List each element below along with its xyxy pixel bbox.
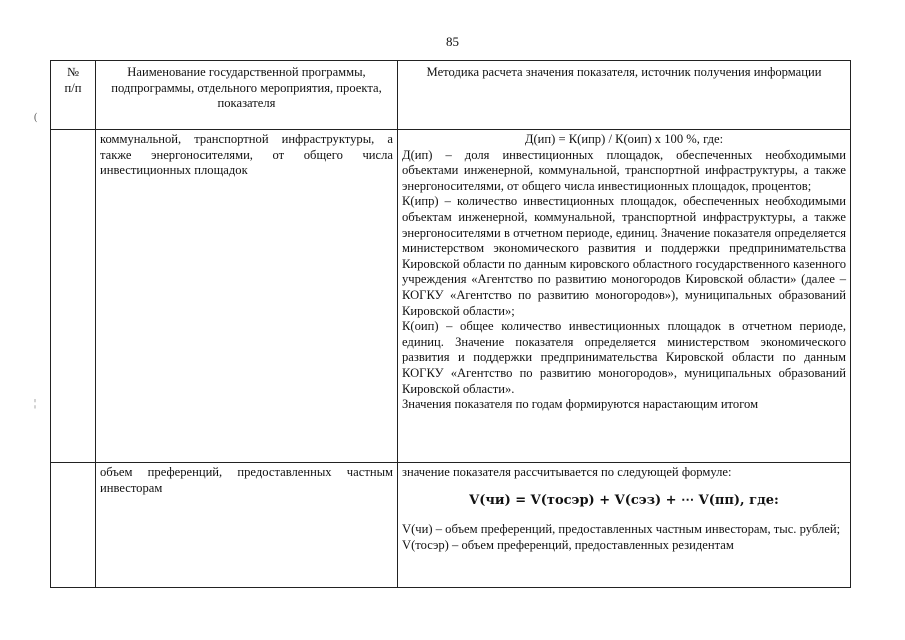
row-method bbox=[398, 463, 851, 588]
row-num bbox=[51, 130, 96, 463]
header-num: № п/п bbox=[51, 61, 96, 130]
method-paragraph: V(чи) – объем преференций, предоставленных частным инвесторам, тыс. рублей; bbox=[402, 522, 841, 537]
header-method: Методика расчета значения показателя, источник получения информации bbox=[398, 61, 851, 130]
row-name: коммунальной, транспортной инфраструктуры, а также энергоносителями, от общего числа инвестиционных площадок bbox=[96, 130, 398, 463]
table-row bbox=[51, 463, 851, 588]
margin-mark: ( bbox=[34, 112, 38, 123]
method-paragraph: Д(ип) – доля инвестиционных площадок, обеспеченных необходимыми объектами инженерной, коммунальной, транспортной инфраструктуры, а также энергоносителями, от общего числа инвестиционных площадок, процентов; bbox=[402, 147, 846, 193]
table-header-row bbox=[51, 61, 851, 130]
method-paragraph: V(тосэр) – объем преференций, предоставленных резидентам bbox=[402, 537, 734, 552]
row-method bbox=[398, 130, 851, 463]
page-number: 85 bbox=[446, 34, 459, 49]
method-paragraph: К(оип) – общее количество инвестиционных площадок в отчетном периоде, единиц. Значение показателя определяется министерством экономического развития и поддержки предпринимательства Кировской области по данным КОГКУ «Агентство по развитию моногородов», муниципальных образований Кировской области». bbox=[402, 319, 846, 396]
indicator-table bbox=[50, 60, 851, 588]
formula: Д(ип) = К(ипр) / К(оип) х 100 %, где: bbox=[524, 132, 724, 146]
table-row bbox=[51, 130, 851, 463]
row-name: объем преференций, предоставленных частным инвесторам bbox=[96, 463, 398, 588]
margin-mark: ¦ bbox=[34, 398, 37, 409]
method-paragraph: К(ипр) – количество инвестиционных площадок, обеспеченных необходимыми объектам инженерной, коммунальной, транспортной инфраструктуры, а также энергоносителями в отчетном периоде, единиц. Значение показателя определяется министерством экономического развития и поддержки предпринимательства Кировской области по данным кировского областного государственного казенного учреждения «Агентство по развитию моногородов Кировской области» (далее – КОГКУ «Агентство по развитию моногородов»), муниципальных образований Кировской области»; bbox=[402, 194, 846, 318]
row-num bbox=[51, 463, 96, 588]
header-name: Наименование государственной программы, подпрограммы, отдельного мероприятия, проекта, показателя bbox=[96, 61, 398, 130]
method-paragraph: Значения показателя по годам формируются нарастающим итогом bbox=[402, 397, 759, 412]
formula: V(чи) = V(тосэр) + V(сэз) + ⋯ V(пп), где: bbox=[469, 492, 779, 508]
method-intro: значение показателя рассчитывается по следующей формуле: bbox=[402, 465, 732, 479]
